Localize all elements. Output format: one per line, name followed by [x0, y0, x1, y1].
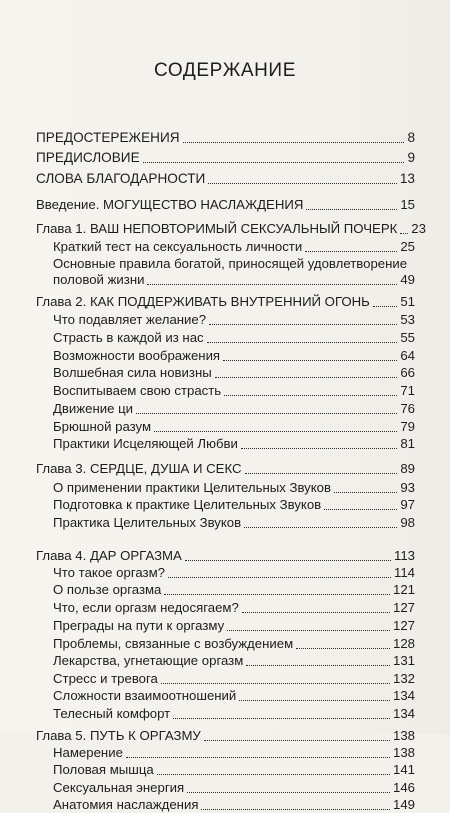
entry-title: ПРЕДИСЛОВИЕ — [36, 150, 140, 166]
page-number: 13 — [399, 170, 415, 186]
page-number: 53 — [400, 312, 415, 328]
page-number: 51 — [400, 294, 415, 310]
entry-title: Волшебная сила новизны — [53, 365, 212, 381]
page-number: 114 — [393, 564, 415, 580]
page-number: 113 — [393, 547, 415, 563]
dot-leader — [161, 682, 390, 684]
page-number: 71 — [400, 383, 415, 399]
dot-leader — [215, 376, 398, 378]
section-entry — [53, 600, 415, 616]
entry-title: Страсть в каждой из нас — [53, 329, 204, 345]
entry-title: Стресс и тревога — [53, 671, 158, 687]
dot-leader — [296, 647, 390, 649]
page-number: 9 — [407, 150, 415, 166]
page-number: 81 — [400, 436, 415, 452]
entry-title: Проблемы, связанные с возбуждением — [53, 635, 294, 651]
page-number: 64 — [400, 347, 415, 363]
page-number: 76 — [400, 400, 415, 416]
dot-leader — [305, 250, 397, 252]
entry-title: Телесный комфорт — [53, 705, 171, 721]
entry-title: СЛОВА БЛАГОДАРНОСТИ — [36, 170, 206, 186]
section-entry — [53, 365, 415, 381]
entry-title: Преграды на пути к оргазму — [53, 618, 225, 634]
page-number: 89 — [400, 461, 415, 477]
chapter-entry — [36, 548, 415, 564]
chapter-entry — [36, 221, 426, 237]
chapter-entry — [36, 294, 415, 310]
entry-title: Введение. МОГУЩЕСТВО НАСЛАЖДЕНИЯ — [36, 196, 304, 212]
section-entry — [53, 688, 415, 704]
section-entry — [53, 497, 415, 513]
entry-title: половой жизни — [53, 271, 145, 287]
toc-entry — [36, 150, 415, 166]
page-number: 141 — [392, 762, 415, 778]
entry-title: Что, если оргазм недосягаем? — [53, 600, 239, 616]
dot-leader — [207, 341, 398, 343]
section-entry — [53, 762, 415, 778]
toc-entry — [36, 130, 415, 146]
toc-entry — [36, 197, 415, 213]
entry-title: Подготовка к практике Целительных Звуков — [53, 496, 322, 512]
entry-title: Движение ци — [53, 400, 134, 416]
page-number: 49 — [400, 271, 415, 287]
page-number: 131 — [392, 652, 415, 668]
section-entry — [53, 565, 415, 581]
page-number: 8 — [407, 130, 415, 146]
entry-title: О пользе оргазма — [53, 581, 162, 597]
section-entry — [53, 239, 415, 255]
page-number: 15 — [400, 196, 415, 212]
section-entry-wrapped — [53, 256, 407, 271]
section-entry — [53, 419, 415, 435]
dot-leader — [244, 526, 397, 528]
section-entry — [53, 780, 415, 796]
dot-leader — [245, 472, 398, 474]
page-number: 55 — [400, 329, 415, 345]
entry-title: Лекарства, угнетающие оргазм — [53, 652, 244, 668]
dot-leader — [157, 773, 390, 775]
dot-leader — [154, 430, 397, 432]
entry-title: Брюшной разум — [53, 418, 152, 434]
page-number: 121 — [392, 581, 415, 597]
entry-title: Что подавляет желание? — [53, 312, 207, 328]
dot-leader — [185, 559, 391, 561]
dot-leader — [224, 394, 397, 396]
dot-leader — [373, 305, 398, 307]
dot-leader — [183, 141, 405, 143]
page-number: 138 — [392, 727, 415, 743]
dot-leader — [241, 447, 397, 449]
section-entry — [53, 671, 415, 687]
dot-leader — [147, 283, 397, 285]
section-entry — [53, 272, 415, 288]
page-number: 66 — [400, 365, 415, 381]
entry-title: Половая мышца — [53, 762, 154, 778]
dot-leader — [334, 491, 397, 493]
page-number: 132 — [392, 671, 415, 687]
page-number: 138 — [392, 745, 415, 761]
page-number: 149 — [392, 796, 415, 812]
section-entry — [53, 515, 415, 531]
entry-title: Анатомия наслаждения — [53, 796, 199, 812]
dot-leader — [239, 699, 390, 701]
entry-title: Практики Исцеляющей Любви — [53, 436, 238, 452]
entry-title: Практика Целительных Звуков — [53, 515, 242, 531]
section-entry — [53, 636, 415, 652]
page-number: 134 — [392, 705, 415, 721]
page-number: 128 — [392, 635, 415, 651]
section-entry — [53, 436, 415, 452]
section-entry — [53, 312, 415, 328]
toc-entry — [36, 171, 415, 187]
section-entry — [53, 653, 415, 669]
page-number: 127 — [392, 600, 415, 616]
section-entry — [53, 480, 415, 496]
section-entry — [53, 401, 415, 417]
entry-title: Глава 2. КАК ПОДДЕРЖИВАТЬ ВНУТРЕННИЙ ОГОНЬ — [36, 294, 370, 310]
entry-title: Глава 3. СЕРДЦЕ, ДУША И СЕКС — [36, 461, 242, 477]
dot-leader — [227, 629, 390, 631]
dot-leader — [143, 161, 405, 163]
dot-leader — [400, 232, 408, 234]
page-number: 25 — [400, 238, 415, 254]
entry-title: О применении практики Целительных Звуков — [53, 479, 332, 495]
section-entry — [53, 582, 415, 598]
page-number: 97 — [400, 496, 415, 512]
entry-title: Глава 4. ДАР ОРГАЗМА — [36, 547, 182, 563]
page-number: 127 — [392, 618, 415, 634]
section-entry — [53, 706, 415, 722]
chapter-entry — [36, 728, 415, 744]
page-number: 134 — [392, 688, 415, 704]
dot-leader — [209, 323, 397, 325]
page-number: 146 — [392, 779, 415, 795]
section-entry — [53, 618, 415, 634]
dot-leader — [306, 208, 397, 210]
page-title: СОДЕРЖАНИЕ — [154, 60, 296, 81]
entry-title: Глава 1. ВАШ НЕПОВТОРИМЫЙ СЕКСУАЛЬНЫЙ ПОЧЕРК — [36, 221, 398, 237]
chapter-entry — [36, 461, 415, 477]
section-entry — [53, 797, 415, 813]
entry-title: Основные правила богатой, приносящей удовлетворение — [53, 255, 408, 271]
entry-title: Что такое оргазм? — [53, 564, 165, 580]
section-entry — [53, 745, 415, 761]
dot-leader — [126, 756, 390, 758]
page-number: 93 — [400, 479, 415, 495]
dot-leader — [242, 611, 390, 613]
dot-leader — [324, 508, 397, 510]
section-entry — [53, 330, 415, 346]
page-number: 23 — [411, 221, 426, 237]
dot-leader — [136, 412, 397, 414]
entry-title: Глава 5. ПУТЬ К ОРГАЗМУ — [36, 727, 201, 743]
dot-leader — [187, 791, 390, 793]
entry-title: Намерение — [53, 745, 123, 761]
section-entry — [53, 348, 415, 364]
entry-title: Возможности воображения — [53, 347, 221, 363]
entry-title: Сложности взаимоотношений — [53, 688, 237, 704]
dot-leader — [204, 739, 390, 741]
dot-leader — [223, 359, 397, 361]
page-number: 79 — [400, 418, 415, 434]
dot-leader — [164, 593, 390, 595]
entry-title: Краткий тест на сексуальность личности — [53, 238, 303, 254]
entry-title: Воспитываем свою страсть — [53, 383, 222, 399]
dot-leader — [168, 576, 391, 578]
dot-leader — [173, 717, 390, 719]
page-number: 98 — [400, 515, 415, 531]
section-entry — [53, 383, 415, 399]
entry-title: ПРЕДОСТЕРЕЖЕНИЯ — [36, 130, 180, 146]
entry-title: Сексуальная энергия — [53, 779, 185, 795]
dot-leader — [246, 664, 390, 666]
dot-leader — [208, 182, 397, 184]
dot-leader — [201, 808, 390, 810]
